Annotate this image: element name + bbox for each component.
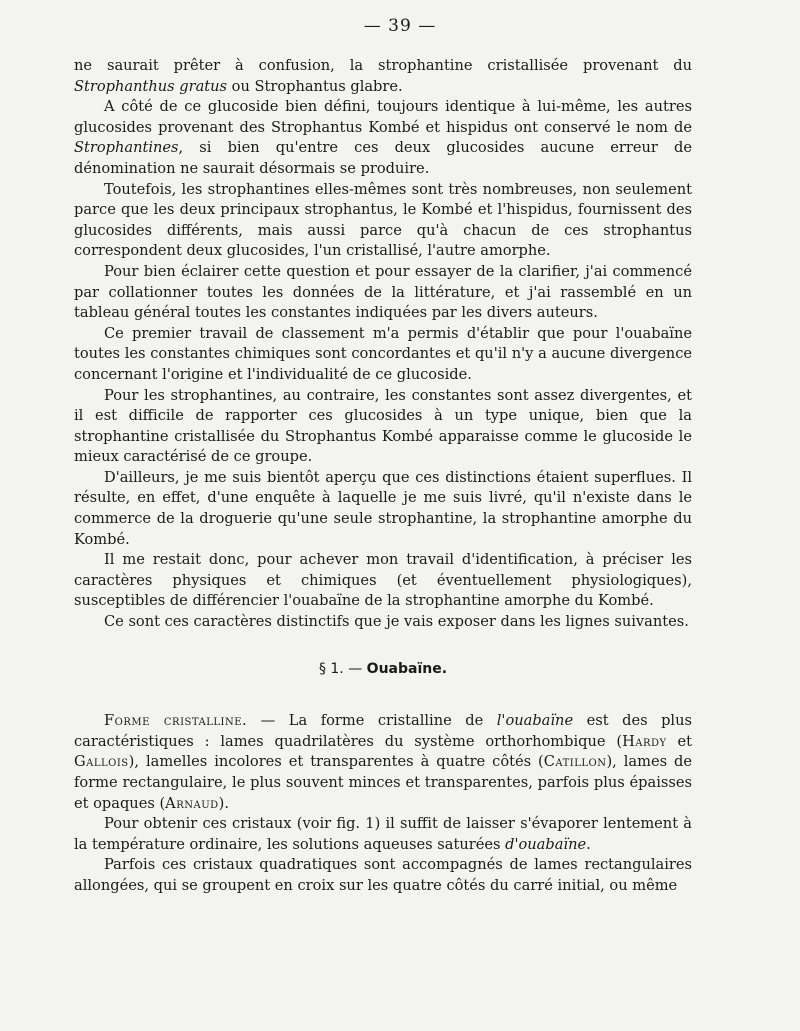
section-heading — [74, 659, 692, 680]
author-name: Catillon — [543, 753, 607, 771]
text-run: ), lamelles incolores et transparentes à quatre côtés ( — [128, 753, 544, 771]
paragraph-lead: Forme cristalline. — [104, 712, 248, 730]
text-run: , si bien qu'entre ces deux glucosides aucune erreur de dénomination ne saurait désormais se produire. — [74, 139, 692, 177]
italic-term: l'ouabaïne — [496, 712, 574, 730]
paragraph: Ce sont ces caractères distinctifs que je vais exposer dans les lignes suivantes. — [104, 613, 689, 631]
text-run: — La forme cristalline de — [247, 712, 497, 730]
section-title: Ouabaïne. — [366, 660, 448, 677]
paragraph — [74, 97, 692, 179]
paragraph: D'ailleurs, je me suis bientôt aperçu que ces distinctions étaient superflues. Il résulte, en effet, d'une enquête à laquelle je me suis livré, qu'il n'existe dans le commerce de la droguerie qu'une seule strophantine, la strophantine amorphe du Kombé. — [74, 468, 692, 548]
paragraph — [74, 56, 692, 97]
paragraph: Toutefois, les strophantines elles-mêmes sont très nombreuses, non seulement parce que les deux principaux strophantus, le Kombé et l'hispidus, fournissent des glucosides différents, mais aussi parce qu'à chacun de ces strophantus correspondent deux glucosides, l'un cristallisé, l'autre amorphe. — [74, 180, 692, 260]
paragraph: Il me restait donc, pour achever mon travail d'identification, à préciser les caractères physiques et chimiques (et éventuellement physiologiques), susceptibles de différencier l'ouabaïne de la strophantine amorphe du Kombé. — [74, 551, 692, 610]
italic-term: Strophantines — [74, 139, 179, 157]
page-number: — 39 — — [363, 16, 437, 36]
paragraph: Parfois ces cristaux quadratiques sont accompagnés de lames rectangulaires allongées, qui se groupent en croix sur les quatre côtés du carré initial, ou même — [74, 856, 692, 894]
text-run: . — [586, 835, 591, 853]
body-text — [74, 56, 692, 897]
author-name: Arnaud — [165, 794, 219, 812]
paragraph: Pour bien éclairer cette question et pour essayer de la clarifier, j'ai commencé par collationner toutes les données de la littérature, et j'ai rassemblé en un tableau général toutes les constantes indiquées par les divers auteurs. — [74, 262, 692, 322]
text-run: et — [666, 732, 693, 750]
text-run: ). — [218, 794, 230, 812]
italic-term: d'ouabaïne — [505, 835, 587, 853]
author-name: Hardy — [622, 732, 667, 750]
text-run: A côté de ce glucoside bien défini, toujours identique à lui-même, les autres glucosides provenant des Strophantus Kombé et hispidus ont conservé le nom de — [74, 98, 692, 136]
section-number: § 1. — — [318, 660, 367, 677]
text-run: ou Strophantus glabre. — [227, 77, 403, 95]
species-name: Strophanthus gratus — [74, 77, 228, 95]
paragraph: Pour les strophantines, au contraire, les constantes sont assez divergentes, et il est difficile de rapporter ces glucosides à un type unique, bien que la strophantine cristallisée du Strophantus Kombé apparaisse comme le glucoside le mieux caractérisé de ce groupe. — [74, 386, 692, 466]
text-run: ), lames de forme rectangulaire, le plus souvent minces et transparentes, parfois plus épaisses et opaques ( — [74, 753, 692, 812]
text-run: ne saurait prêter à confusion, la strophantine cristallisée provenant du — [74, 57, 692, 74]
text-run: Pour obtenir ces cristaux (voir fig. 1) il suffit de laisser s'évaporer lentement à la température ordinaire, les solutions aqueuses saturées — [74, 815, 692, 853]
paragraph: Ce premier travail de classement m'a permis d'établir que pour l'ouabaïne toutes les constantes chimiques sont concordantes et qu'il n'y a aucune divergence concernant l'origine et l'individualité de ce glucoside. — [74, 324, 692, 383]
paragraph — [74, 711, 692, 814]
author-name: Gallois — [74, 753, 129, 771]
paragraph — [74, 814, 692, 855]
text-run: est des plus caractéristiques : lames quadrilatères du système orthorhombique ( — [74, 712, 692, 750]
